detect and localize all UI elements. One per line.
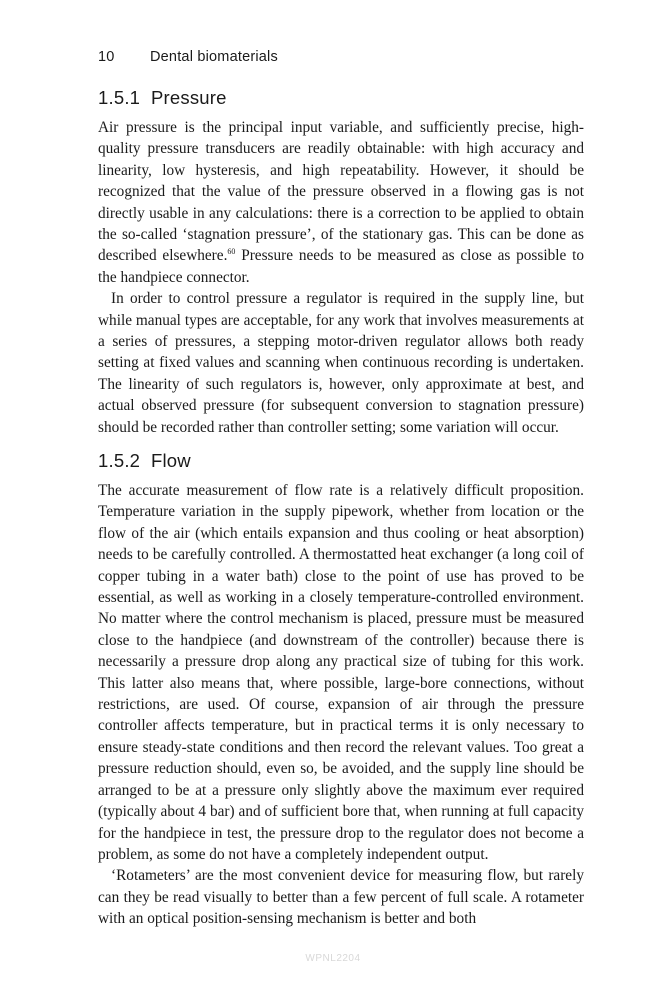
paragraph: The accurate measurement of flow rate is a relatively difficult proposition. Temperature variation in the supply pipework, whether from location or the flow of the air (which entails expansion and thus cooling or heat absorption) needs to be carefully controlled. A thermostatted heat exchanger (a long coil of copper tubing in a water bath) close to the point of use has proved to be essential, as well as working in a closely temperature-controlled environment. No matter where the control mechanism is placed, pressure must be measured close to the handpiece (and downstream of the controller) because there is necessarily a pressure drop along any practical size of tubing for this work. This latter also means that, where possible, large-bore connections, without restrictions, are used. Of course, expansion of air through the pressure controller affects temperature, but in practical terms it is only necessary to ensure steady-state conditions and then record the relevant values. Too great a pressure reduction should, even so, be avoided, and the supply line should be arranged to be at a pressure only slightly above the maximum ever required (typically about 4 bar) and of sufficient bore that, when running at full capacity for the handpiece in test, the pressure drop to the regulator does not become a problem, as some do not have a completely independent output.: [98, 482, 584, 863]
page-number: 10: [98, 49, 115, 65]
running-header: [98, 49, 278, 65]
section-title: Pressure: [151, 87, 227, 108]
section-number: 1.5.2: [98, 450, 141, 471]
paragraph: In order to control pressure a regulator is required in the supply line, but while manual types are acceptable, for any work that involves measurements at a series of pressures, a stepping motor-driven regulator allows both ready setting at fixed values and scanning when continuous recording is undertaken. The linearity of such regulators is, however, only approximate at best, and actual observed pressure (for subsequent conversion to stagnation pressure) should be recorded rather than controller setting; some variation will occur.: [98, 290, 584, 436]
section-heading-flow: [98, 450, 191, 472]
book-title: Dental biomaterials: [150, 49, 278, 65]
section-body-pressure: [98, 117, 584, 438]
section-title: Flow: [151, 450, 191, 471]
section-number: 1.5.1: [98, 87, 141, 108]
paragraph: ‘Rotameters’ are the most convenient device for measuring flow, but rarely can they be read visually to better than a few percent of full scale. A rotameter with an optical position-sensing mechanism is better and both: [98, 867, 584, 928]
watermark: WPNL2204: [305, 953, 361, 964]
section-heading-pressure: [98, 87, 227, 109]
paragraph-text: Pressure needs to be measured as close as possible to the handpiece connector.: [98, 247, 584, 286]
paragraph-text: Air pressure is the principal input variable, and sufficiently precise, high-quality pressure transducers are readily obtainable: with high accuracy and linearity, low hysteresis, and high repeatability. However, it should be recognized that the value of the pressure observed in a flowing gas is not directly usable in any calculations: there is a correction to be applied to obtain the so-called ‘stagnation pressure’, of the stationary gas. This can be done as described elsewhere.: [98, 119, 584, 265]
section-body-flow: [98, 480, 584, 930]
reference-marker: 60: [227, 247, 236, 257]
paragraph: [98, 117, 584, 288]
